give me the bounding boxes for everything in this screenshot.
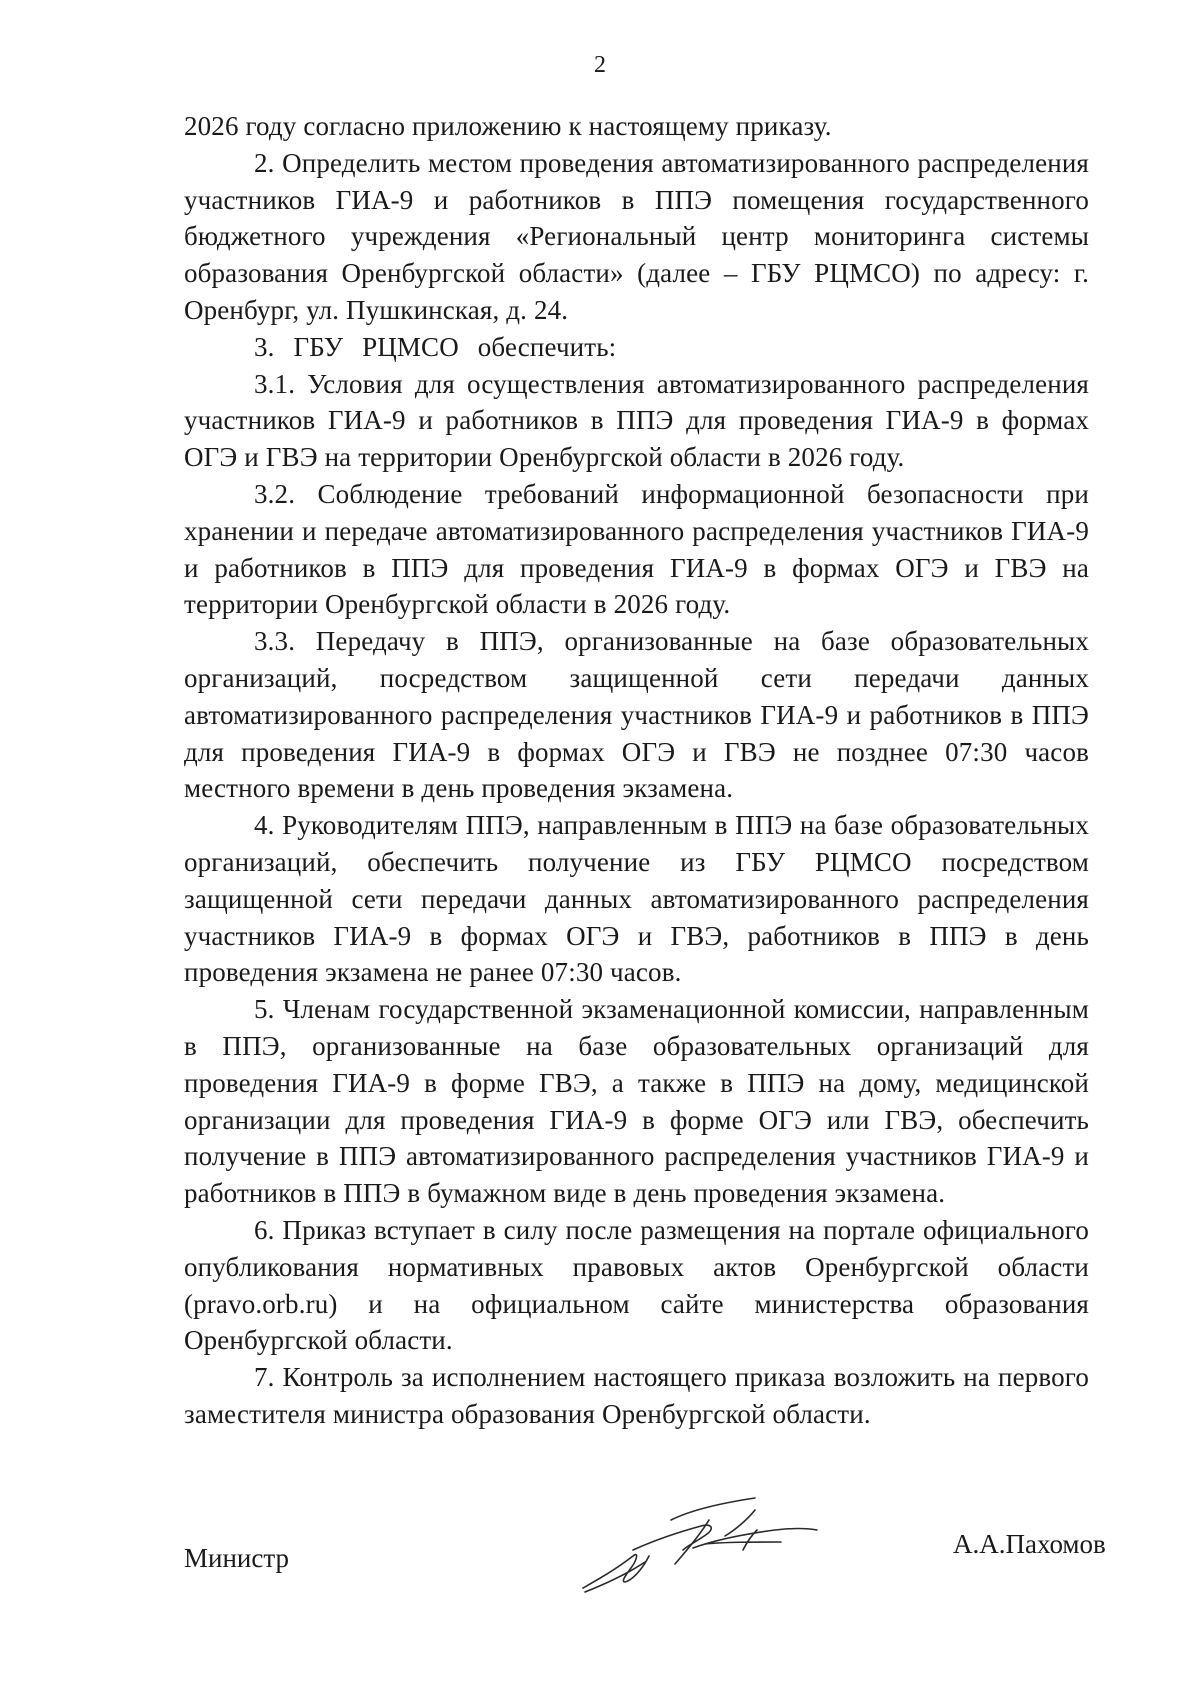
paragraph-continuation: 2026 году согласно приложению к настоящему приказу. — [184, 111, 832, 141]
paragraph-item-3: 3. ГБУ РЦМСО обеспечить: — [254, 331, 617, 362]
page-number: 2 — [594, 52, 606, 78]
paragraph-item-3-3: 3.3. Передачу в ППЭ, организованные на базе образовательных организаций, посредством защищенной сети передачи данных автоматизированного распределения участников ГИА-9 и работников в ППЭ для проведения ГИА-9 в формах ОГЭ и ГВЭ не позднее 07:30 часов местного времени в день проведения экзамена. — [184, 626, 1089, 804]
paragraph-item-3-1: 3.1. Условия для осуществления автоматизированного распределения участников ГИА-9 и работников в ППЭ для проведения ГИА-9 в формах ОГЭ и ГВЭ на территории Оренбургской области в 2026 году. — [184, 368, 1089, 473]
signer-name: А.А.Пахомов — [953, 1529, 1106, 1559]
document-body — [184, 108, 1089, 1433]
paragraph-item-2: 2. Определить местом проведения автоматизированного распределения участников ГИА-9 и работников в ППЭ помещения государственного бюджетного учреждения «Региональный центр мониторинга системы образования Оренбургской области» (далее – ГБУ РЦМСО) по адресу: г. Оренбург, ул. Пушкинская, д. 24. — [184, 147, 1089, 325]
paragraph-item-6: 6. Приказ вступает в силу после размещения на портале официального опубликования нормативных правовых актов Оренбургской области (pravo.orb.ru) и на официальном сайте министерства образования Оренбургской области. — [184, 1214, 1089, 1356]
paragraph-item-7: 7. Контроль за исполнением настоящего приказа возложить на первого заместителя министра образования Оренбургской области. — [184, 1362, 1089, 1429]
signer-position: Министр — [184, 1543, 289, 1573]
paragraph-item-4: 4. Руководителям ППЭ, направленным в ППЭ на базе образовательных организаций, обеспечить получение из ГБУ РЦМСО посредством защищенной сети передачи данных автоматизированного распределения участников ГИА-9 в формах ОГЭ и ГВЭ, работников в ППЭ в день проведения экзамена не ранее 07:30 часов. — [184, 810, 1089, 988]
paragraph-item-5: 5. Членам государственной экзаменационной комиссии, направленным в ППЭ, организованные на базе образовательных организаций для проведения ГИА-9 в форме ГВЭ, а также в ППЭ на дому, медицинской организации для проведения ГИА-9 в форме ОГЭ или ГВЭ, обеспечить получение в ППЭ автоматизированного распределения участников ГИА-9 и работников в ППЭ в бумажном виде в день проведения экзамена. — [184, 994, 1089, 1209]
handwritten-signature — [575, 1490, 825, 1600]
paragraph-item-3-2: 3.2. Соблюдение требований информационной безопасности при хранении и передаче автоматизированного распределения участников ГИА-9 и работников в ППЭ для проведения ГИА-9 в формах ОГЭ и ГВЭ на территории Оренбургской области в 2026 году. — [184, 478, 1089, 620]
